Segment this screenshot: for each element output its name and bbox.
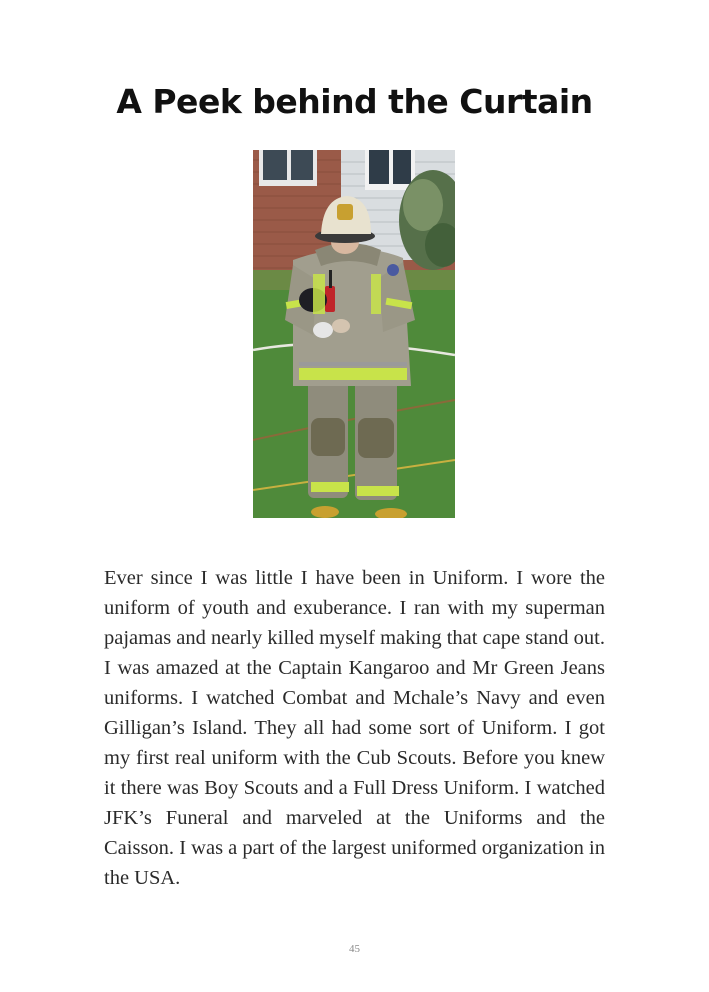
page-number: 45 — [349, 943, 360, 955]
firefighter-photo — [253, 150, 455, 518]
body-paragraph: Ever since I was little I have been in Uniform. I wore the uniform of youth and exuberance. I ran with my superman pajamas and nearly killed myself making that cape stand out. I was amazed at the Captain Kangaroo and Mr Green Jeans uniforms. I watched Combat and Mchale’s Navy and even Gilligan’s Island. They all had some sort of Uniform. I got my first real uniform with the Cub Scouts. Before you knew it there was Boy Scouts and a Full Dress Uniform. I watched JFK’s Funeral and marveled at the Uniforms and the Caisson. I was a part of the largest uniformed organization in the USA. — [104, 567, 605, 889]
page-title: A Peek behind the Curtain — [116, 82, 593, 121]
